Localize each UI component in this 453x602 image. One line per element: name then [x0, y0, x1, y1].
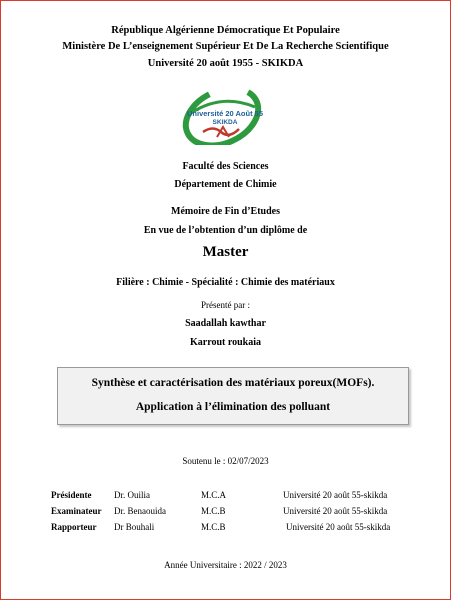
- jury-name: Dr Bouhali: [114, 522, 155, 532]
- jury-name: Dr. Benaouida: [114, 506, 166, 516]
- university-logo: [177, 87, 267, 145]
- degree-title: Master: [202, 244, 249, 260]
- jury-row-examiner: [1, 506, 450, 518]
- logo-text-line2: SKIKDA: [212, 119, 238, 126]
- jury-university: Université 20 août 55-skikda: [283, 506, 388, 516]
- jury-role: Rapporteur: [51, 522, 97, 532]
- defense-date: Soutenu le : 02/07/2023: [182, 456, 269, 466]
- thesis-title-line2: Application à l’élimination des polluant: [135, 401, 331, 413]
- presented-by-label: Présenté par :: [201, 300, 250, 310]
- thesis-purpose: En vue de l’obtention d’un diplôme de: [143, 225, 308, 236]
- jury-row-president: [1, 490, 450, 502]
- author-1: Saadallah kawthar: [185, 318, 266, 329]
- university-header: Université 20 août 1955 - SKIKDA: [147, 58, 304, 69]
- jury-name: Dr. Ouilia: [114, 490, 150, 500]
- jury-role: Examinateur: [51, 506, 102, 516]
- jury-university: Université 20 août 55-skikda: [283, 490, 388, 500]
- faculty-name: Faculté des Sciences: [182, 161, 269, 172]
- jury-grade: M.C.B: [201, 506, 226, 516]
- republic-header: République Algérienne Démocratique Et Populaire: [111, 25, 340, 36]
- author-2: Karrout roukaia: [189, 337, 262, 348]
- jury-university: Université 20 août 55-skikda: [286, 522, 391, 532]
- jury-grade: M.C.B: [201, 522, 226, 532]
- department-name: Département de Chimie: [174, 179, 277, 190]
- thesis-title-line1: Synthèse et caractérisation des matériaux poreux(MOFs).: [91, 377, 375, 389]
- thesis-type: Mémoire de Fin d’Etudes: [171, 206, 280, 217]
- logo-text-line1: Université 20 Août 55: [187, 109, 263, 118]
- track-specialty: Filière : Chimie - Spécialité : Chimie des matériaux: [116, 277, 335, 288]
- ministry-header: Ministère De L’enseignement Supérieur Et De La Recherche Scientifique: [62, 41, 389, 52]
- thesis-title-box: [57, 367, 409, 425]
- academic-year: Année Universitaire : 2022 / 2023: [164, 560, 287, 570]
- jury-row-supervisor: [1, 522, 450, 534]
- jury-role: Présidente: [51, 490, 92, 500]
- jury-grade: M.C.A: [201, 490, 227, 500]
